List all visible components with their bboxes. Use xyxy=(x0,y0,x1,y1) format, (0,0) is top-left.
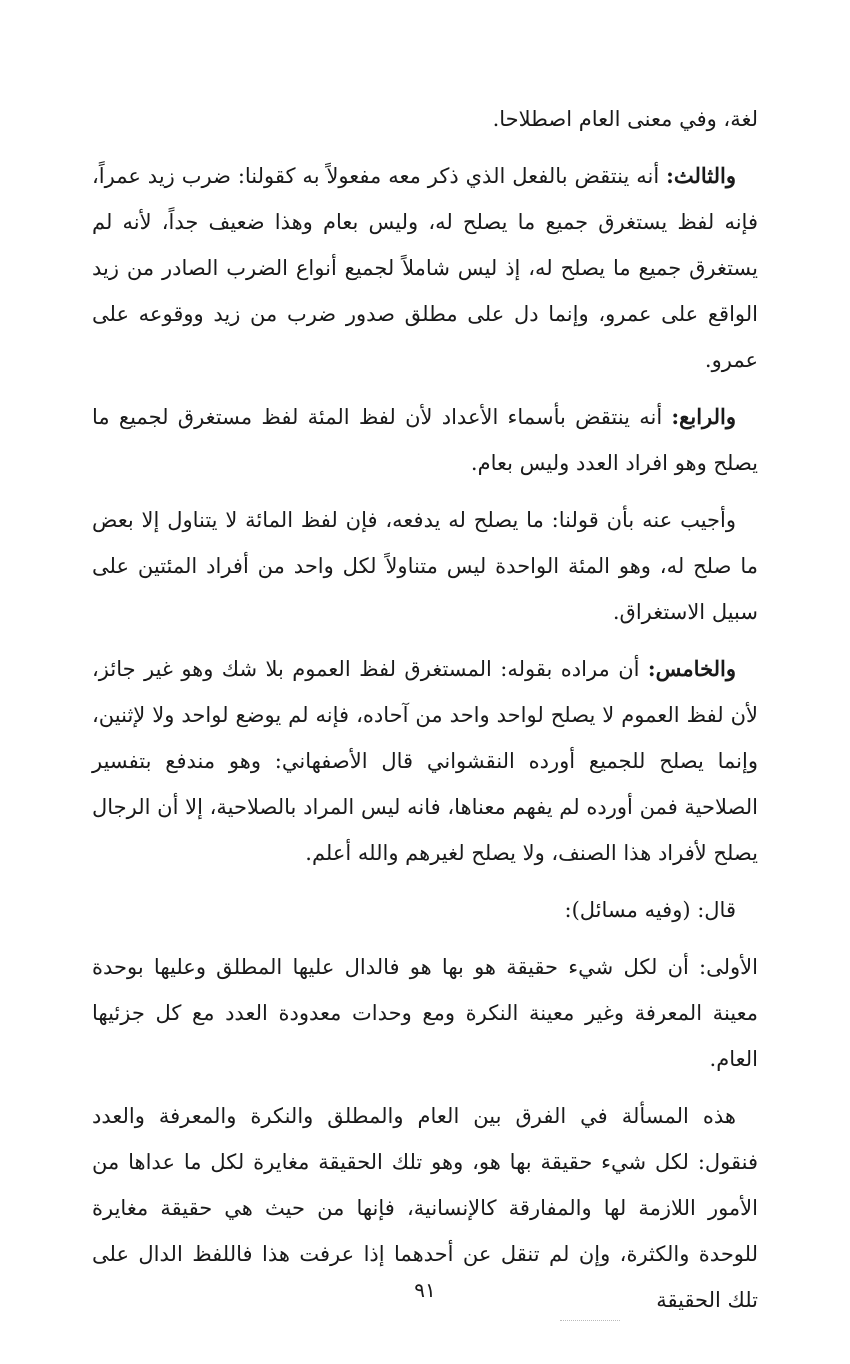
paragraph-1 xyxy=(92,96,758,142)
paragraph-lead-third: والثالث: xyxy=(666,163,736,188)
paragraph-text-answer: وأجيب عنه بأن قولنا: ما يصلح له يدفعه، فإن لفظ المائة لا يتناول إلا بعض ما صلح له، وهو المئة الواحدة ليس متناولاً لكل واحد من أفراد المئتين على سبيل الاستغراق. xyxy=(92,508,758,624)
paragraph-text-explanation: هذه المسألة في الفرق بين العام والمطلق والنكرة والمعرفة والعدد فنقول: لكل شيء حقيقة بها هو، وهو تلك الحقيقة مغايرة لكل ما عداها من الأمور اللازمة لها والمفارقة كالإنسانية، فإنها من حيث هي حقيقة مغايرة للوحدة والكثرة، وإن لم تنقل عن أحدهما إذا عرفت هذا فاللفظ الدال على تلك الحقيقة xyxy=(92,1104,758,1312)
body-text xyxy=(92,96,758,1323)
paragraph-fourth xyxy=(92,394,758,486)
paragraph-text-fifth: أن مراده بقوله: المستغرق لفظ العموم بلا شك وهو غير جائز، لأن لفظ العموم لا يصلح لواحد واحد من آحاده، فإنه لم يوضع لواحد ولا لإثنين، وإنما يصلح للجميع أورده النقشواني قال الأصفهاني: وهو مندفع بتفسير الصلاحية فمن أورده لم يفهم معناها، فانه ليس المراد بالصلاحية، إلا أن الرجال يصلح لأفراد هذا الصنف، ولا يصلح لغيرهم والله أعلم. xyxy=(92,657,758,865)
paragraph-text-first-issue: الأولى: أن لكل شيء حقيقة هو بها هو فالدال عليها المطلق وعليها بوحدة معينة المعرفة وغير معينة النكرة ومع وحدات معدودة العدد مع كل جزئيها العام. xyxy=(92,955,758,1071)
paragraph-text-fourth: أنه ينتقض بأسماء الأعداد لأن لفظ المئة لفظ مستغرق لجميع ما يصلح وهو افراد العدد وليس بعام. xyxy=(92,405,758,475)
section-heading: قال: (وفيه مسائل): xyxy=(564,898,736,922)
page-number: ٩١ xyxy=(414,1278,436,1302)
paragraph-lead-fifth: والخامس: xyxy=(647,656,736,681)
paragraph-text-third: أنه ينتقض بالفعل الذي ذكر معه مفعولاً به كقولنا: ضرب زيد عمراً، فإنه لفظ يستغرق جميع ما يصلح له، وليس بعام وهذا ضعيف جداً، لأنه لم يستغرق جميع ما يصلح له، إذ ليس شاملاً لجميع أنواع الضرب الصادر من زيد الواقع على عمرو، وإنما دل على مطلق صدور ضرب من زيد ووقوعه على عمرو. xyxy=(92,164,758,372)
paragraph-third xyxy=(92,153,758,383)
footer-divider xyxy=(560,1320,620,1321)
paragraph-answer xyxy=(92,497,758,635)
paragraph-fifth xyxy=(92,646,758,876)
paragraph-text: لغة، وفي معنى العام اصطلاحا. xyxy=(492,107,758,131)
paragraph-first-issue xyxy=(92,944,758,1082)
paragraph-lead-fourth: والرابع: xyxy=(671,404,736,429)
